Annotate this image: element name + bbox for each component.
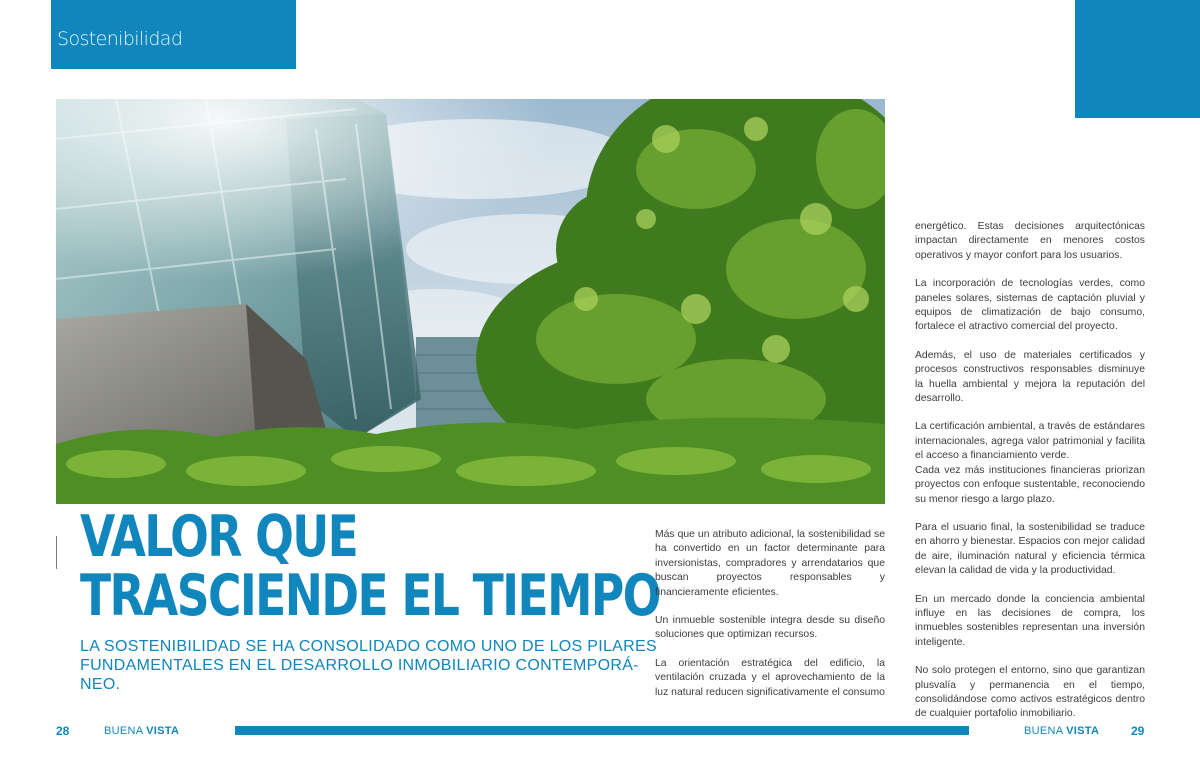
- brand-first: BUENA: [104, 725, 143, 737]
- subheadline-line: NEO.: [80, 676, 121, 693]
- subheadline: [80, 637, 657, 694]
- body-column-right: [915, 220, 1145, 736]
- hero-photo: [56, 99, 885, 504]
- subheadline-line: LA SOSTENIBILIDAD SE HA CONSOLIDADO COMO UNO DE LOS PILARES: [80, 638, 657, 655]
- subheadline-line: FUNDAMENTALES EN EL DESARROLLO INMOBILIARIO CONTEMPORÁ-: [80, 657, 639, 674]
- brand-second: VISTA: [146, 725, 180, 737]
- body-paragraph: Para el usuario final, la sostenibilidad se traduce en ahorro y bienestar. Espacios con mejor calidad de aire, iluminación natural y eficiencia térmica elevan la calidad de vida y la productividad.: [915, 521, 1145, 577]
- brand-right: [1024, 725, 1099, 737]
- title-accent-rule: [56, 536, 57, 569]
- section-tab: [51, 0, 296, 69]
- section-tab-label: Sostenibilidad: [57, 28, 183, 50]
- page-number-left: 28: [56, 724, 70, 738]
- page-number-right: 29: [1131, 724, 1145, 738]
- body-paragraph: Cada vez más instituciones financieras priorizan proyectos con enfoque sustentable, reconociendo su menor riesgo a largo plazo.: [915, 464, 1145, 505]
- body-paragraph: La orientación estratégica del edificio, la ventilación cruzada y el aprovechamiento de la luz natural reducen significativamente el consumo: [655, 657, 885, 698]
- body-paragraph: No solo protegen el entorno, sino que garantizan plusvalía y permanencia en el tiempo, consolidándose como activos estratégicos dentro de cualquier portafolio inmobiliario.: [915, 665, 1145, 720]
- body-paragraph: Un inmueble sostenible integra desde su diseño soluciones que optimizan recursos.: [655, 615, 885, 641]
- body-paragraph: Más que un atributo adicional, la sostenibilidad se ha convertido en un factor determinante para inversionistas, compradores y arrendatarios que buscan proyectos responsables y financieramente eficientes.: [655, 529, 885, 598]
- body-column-middle: [655, 528, 885, 714]
- body-paragraph: En un mercado donde la conciencia ambiental influye en las decisiones de compra, los inmuebles sostenibles representan una inversión inteligente.: [915, 593, 1145, 648]
- body-paragraph: Además, el uso de materiales certificados y procesos constructivos responsables disminuye la huella ambiental y mejora la reputación del desarrollo.: [915, 349, 1145, 405]
- corner-tab-decoration: [1075, 0, 1200, 118]
- body-paragraph: La incorporación de tecnologías verdes, como paneles solares, sistemas de captación pluvial y equipos de climatización de bajo consumo, fortalece el atractivo comercial del proyecto.: [915, 278, 1145, 333]
- brand-second: VISTA: [1066, 725, 1100, 737]
- body-paragraph: La certificación ambiental, a través de estándares internacionales, agrega valor patrimonial y facilita el acceso a financiamiento verde.: [915, 421, 1145, 462]
- footer-rule: [235, 726, 969, 735]
- brand-left: [104, 725, 179, 737]
- headline: [80, 504, 660, 629]
- brand-first: BUENA: [1024, 725, 1063, 737]
- body-paragraph: energético. Estas decisiones arquitectónicas impactan directamente en menores costos operativos y mayor confort para los usuarios.: [915, 221, 1145, 261]
- headline-line: TRASCIENDE EL TIEMPO: [80, 563, 660, 629]
- headline-line: VALOR QUE: [80, 504, 358, 570]
- building-and-trees-photo: [56, 99, 885, 504]
